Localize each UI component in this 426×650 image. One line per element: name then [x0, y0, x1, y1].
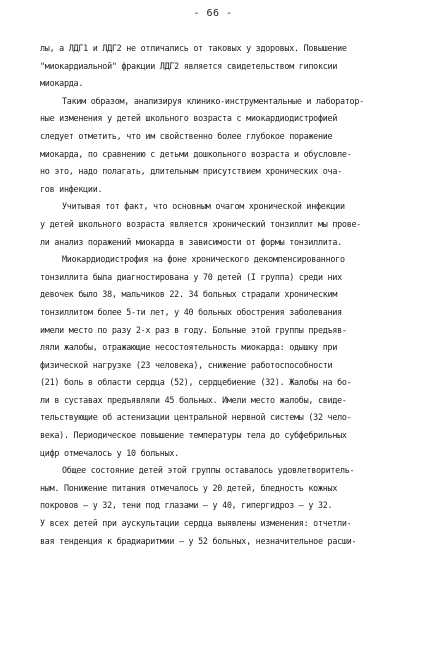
- text-line: миокарда.: [40, 78, 84, 89]
- text-line: миокарда, по сравнению с детьми дошкольного возраста и обусловле-: [40, 148, 352, 159]
- text-line: тонзиллитом более 5-ти лет, у 40 больных обострения заболевания: [40, 306, 342, 317]
- paragraph-first-line: Таким образом, анализируя клинико-инструментальные и лаборатор-: [62, 95, 364, 106]
- text-line: следует отметить, что им свойственно более глубокое поражение: [40, 130, 333, 141]
- text-line: У всех детей при аускультации сердца выявлены изменения: отчетли-: [40, 518, 352, 529]
- text-line: цифр отмечалось у 10 больных.: [40, 447, 179, 458]
- text-line: "миокардиальной" фракции ЛДГ2 является свидетельством гипоксии: [40, 60, 338, 71]
- text-line: тельствующие об астенизации центральной нервной системы (32 чело-: [40, 412, 352, 423]
- text-line: имели место по разу 2-х раз в году. Больные этой группы предъяв-: [40, 324, 347, 335]
- text-line: но это, надо полагать, длительным присутствием хронических оча-: [40, 166, 342, 177]
- text-line: гов инфекции.: [40, 183, 103, 194]
- text-line: ным. Понижение питания отмечалось у 20 детей, бледность кожных: [40, 482, 338, 493]
- text-line: тонзиллита была диагностирована у 70 детей (I группа) среди них: [40, 271, 342, 282]
- text-line: века). Периодическое повышение температуры тела до субфебрильных: [40, 430, 347, 441]
- text-line: лы, а ЛДГ1 и ЛДГ2 не отличались от таковых у здоровых. Повышение: [40, 43, 347, 53]
- text-line: физической нагрузке (23 человека), снижение работоспособности: [40, 359, 333, 370]
- text-line: ные изменения у детей школьного возраста с миокардиодистрофией: [40, 113, 338, 124]
- paragraph-first-line: Учитывая тот факт, что основным очагом хронической инфекции: [62, 201, 345, 212]
- text-line: ли в суставах предъявляли 45 больных. Имели место жалобы, свиде-: [40, 394, 347, 405]
- text-line: у детей школьного возраста является хронический тонзиллит мы прове-: [40, 218, 362, 229]
- paragraph-first-line: Миокардиодистрофия на фоне хронического декомпенсированного: [62, 254, 345, 265]
- text-line: ли анализ поражений миокарда в зависимости от формы тонзиллита.: [40, 236, 342, 247]
- page-number: - 66 -: [193, 8, 233, 19]
- text-line: покровов – у 32, тени под глазами – у 40, гипергидроз – у 32.: [40, 500, 333, 511]
- text-line: (21) боль в области сердца (52), сердцебиение (32). Жалобы на бо-: [40, 377, 352, 388]
- text-line: девочек было 38, мальчиков 22. 34 больных страдали хроническим: [40, 289, 338, 300]
- text-line: ляли жалобы, отражающие несостоятельность миокарда: одышку при: [40, 342, 338, 353]
- paragraph-first-line: Общее состояние детей этой группы оставалось удовлетворитель-: [62, 465, 355, 476]
- document-body: [40, 40, 400, 550]
- text-line: вая тенденция к брадиаритмии – у 52 больных, незначительное расши-: [40, 535, 357, 546]
